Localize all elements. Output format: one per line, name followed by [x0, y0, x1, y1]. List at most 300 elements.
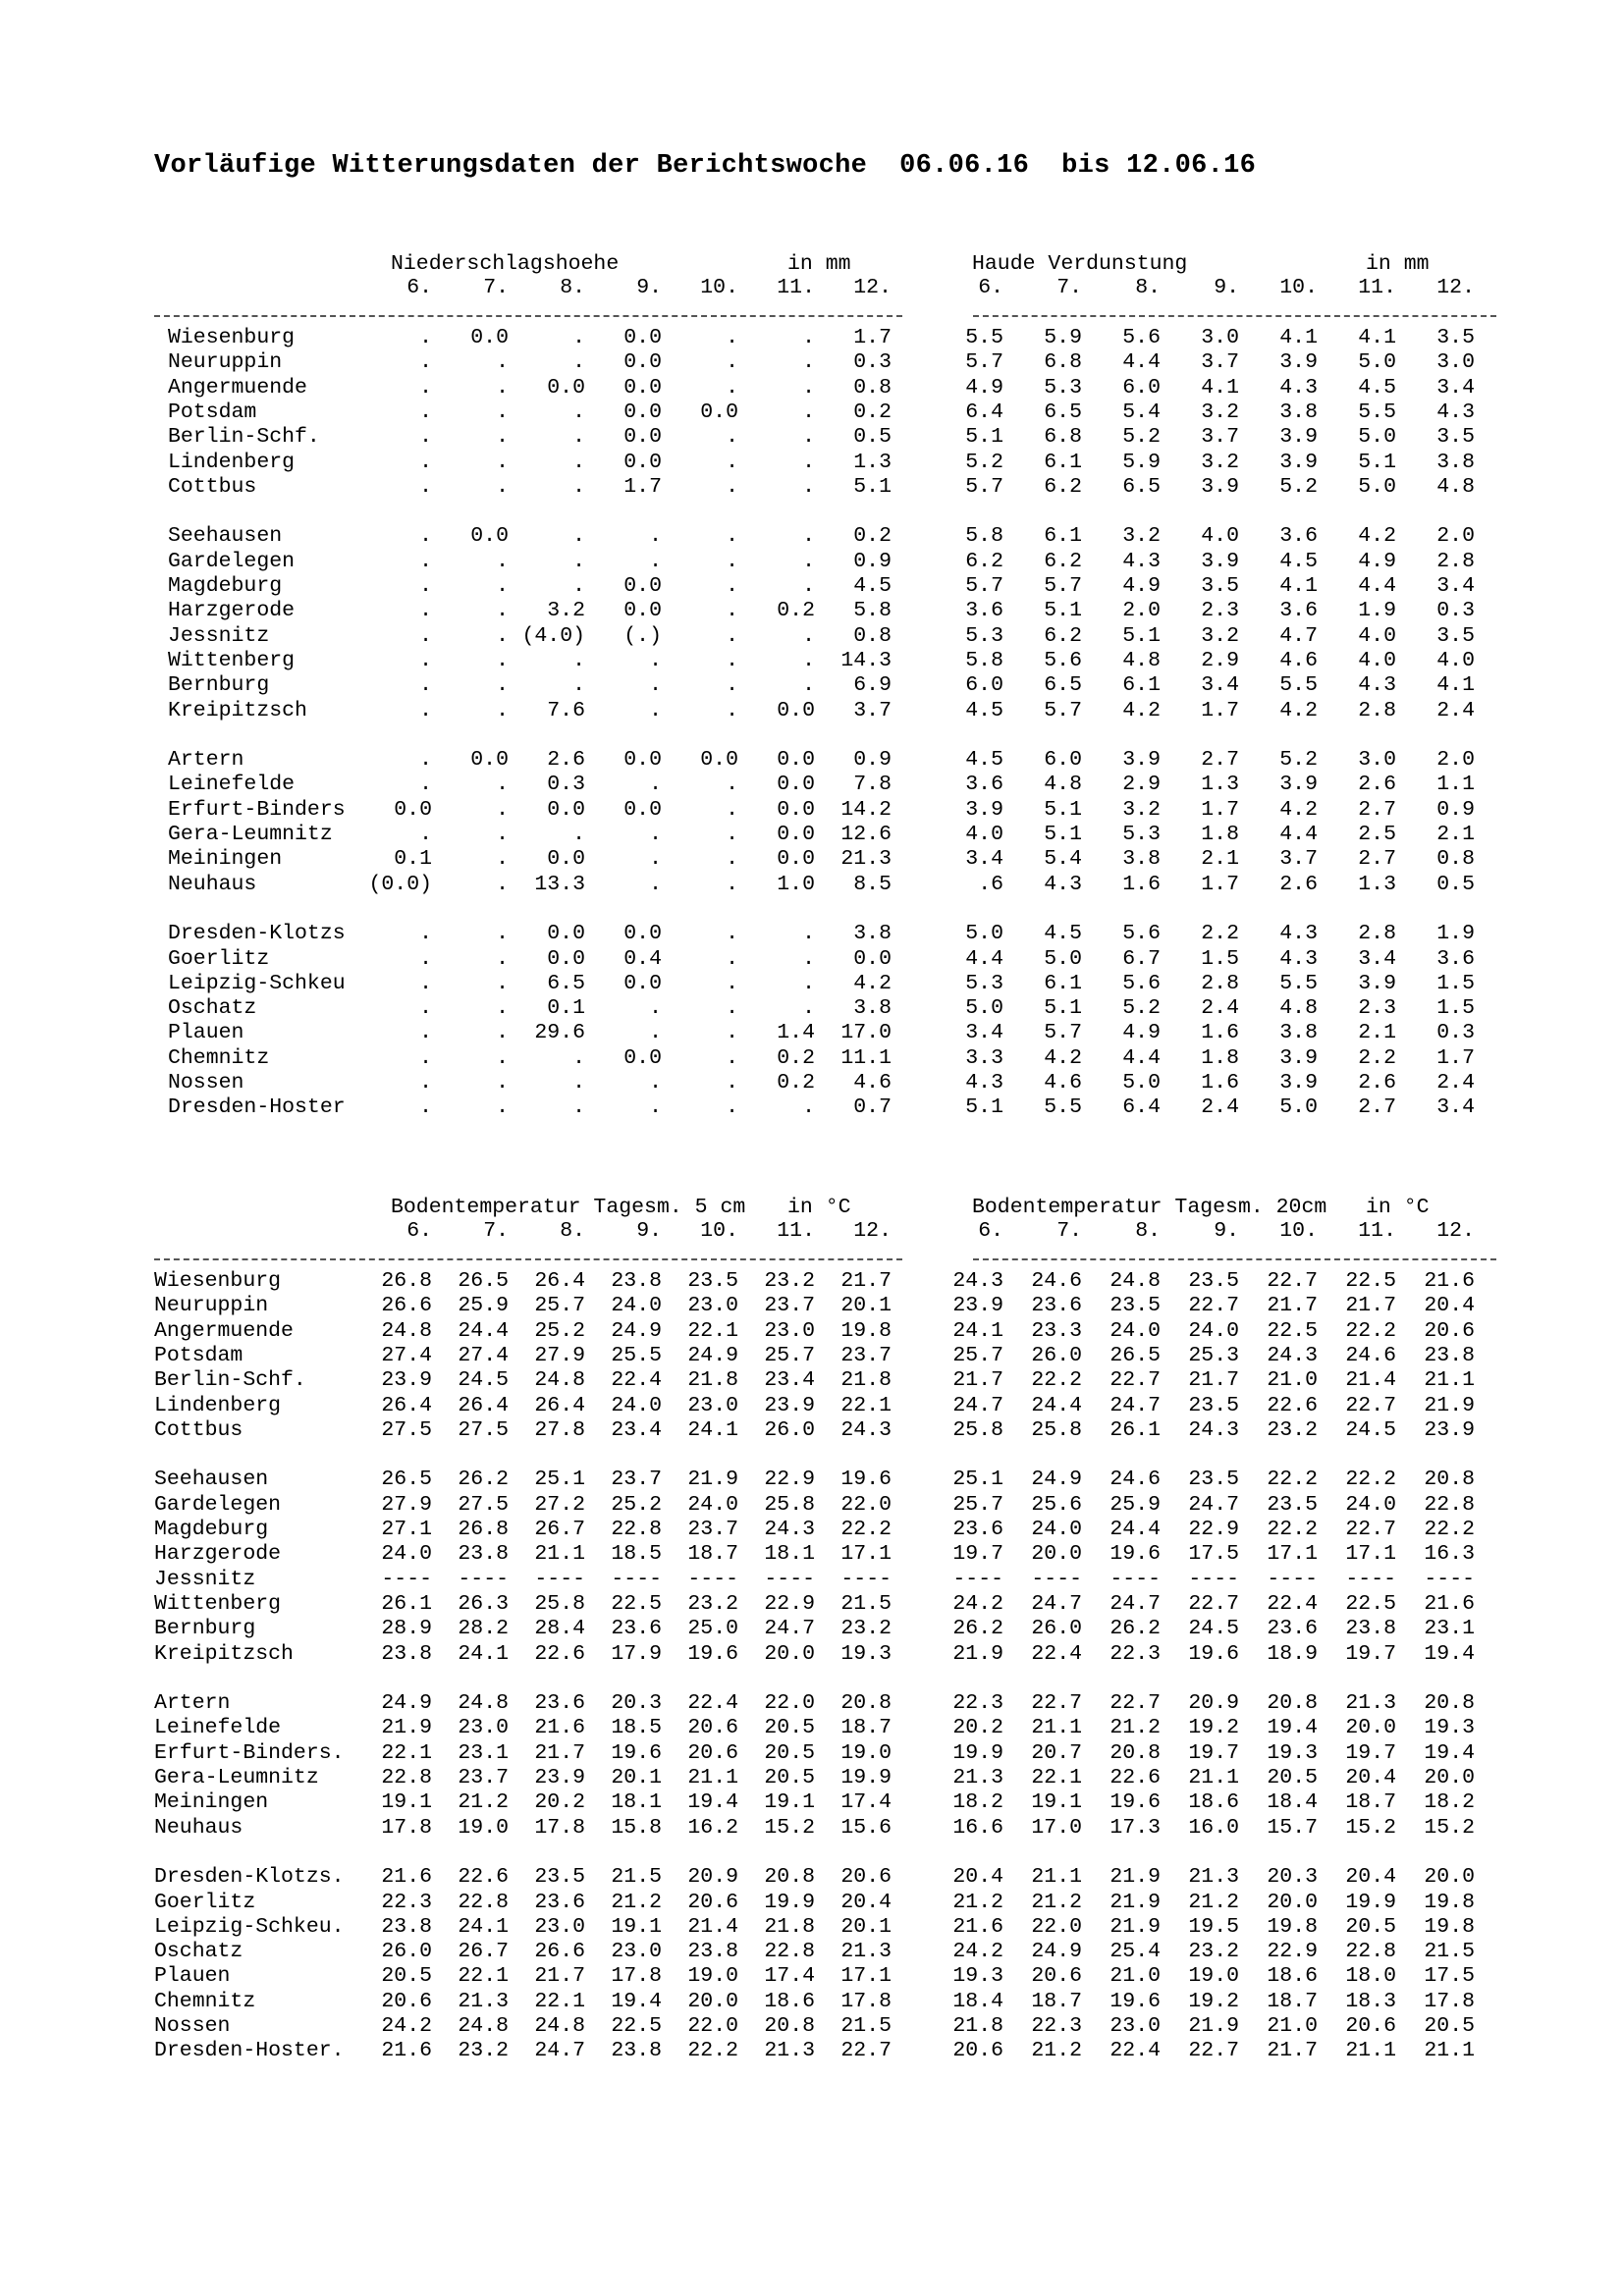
value-cell-right: 21.6 [952, 1914, 1003, 1939]
value-cell-left: 18.1 [764, 1542, 815, 1567]
value-cell-left: 0.1 [394, 847, 432, 872]
value-cell-right: 2.0 [1122, 599, 1161, 623]
value-cell-right: 1.7 [1201, 698, 1239, 722]
value-cell-left: 28.2 [458, 1617, 509, 1641]
value-cell-left: 0.0 [853, 946, 892, 971]
value-cell-left: 22.0 [687, 2014, 738, 2038]
value-cell-left: . [496, 425, 509, 450]
value-cell-right: 4.8 [1122, 648, 1161, 672]
value-cell-right: 5.5 [1358, 400, 1396, 424]
value-cell-left: 20.3 [611, 1691, 662, 1716]
value-cell-right: 2.8 [1358, 922, 1396, 946]
value-cell-left: 18.5 [611, 1542, 662, 1567]
value-cell-right: 18.9 [1267, 1641, 1318, 1666]
value-cell-right: 18.0 [1345, 1964, 1396, 1989]
value-cell-left: 24.8 [381, 1318, 432, 1343]
value-cell-right: 19.6 [1109, 1989, 1161, 2013]
value-cell-right: 5.1 [1358, 450, 1396, 474]
value-cell-left: 21.9 [687, 1468, 738, 1492]
value-cell-left: 3.8 [853, 996, 892, 1021]
station-name: Goerlitz [168, 946, 270, 971]
value-cell-left: 21.3 [840, 1940, 892, 1964]
value-cell-left: 23.7 [611, 1468, 662, 1492]
value-cell-left: 3.8 [853, 922, 892, 946]
value-cell-left: 0.2 [853, 400, 892, 424]
value-cell-left: 17.4 [764, 1964, 815, 1989]
value-cell-right: 26.2 [952, 1617, 1003, 1641]
value-cell-right: 15.7 [1267, 1815, 1318, 1840]
value-cell-right: 2.8 [1201, 971, 1239, 995]
value-cell-right: 22.3 [1031, 2014, 1082, 2038]
value-cell-left: . [726, 574, 738, 598]
value-cell-left: 0.4 [623, 946, 662, 971]
value-cell-right: 19.7 [1345, 1740, 1396, 1765]
value-cell-right: 1.7 [1201, 797, 1239, 822]
value-cell-right: 2.9 [1122, 773, 1161, 797]
day-header-left: 6. [406, 1219, 432, 1243]
day-header-left: 7. [483, 1219, 509, 1243]
station-name: Plauen [154, 1964, 231, 1989]
value-cell-left: 22.0 [764, 1691, 815, 1716]
value-cell-left: 26.4 [458, 1393, 509, 1417]
header-rule-left [154, 315, 902, 317]
value-cell-left: . [726, 971, 738, 995]
day-header-right: 11. [1358, 276, 1396, 299]
value-cell-left: 25.7 [764, 1343, 815, 1367]
station-name: Gardelegen [168, 549, 296, 573]
value-cell-left: 24.9 [687, 1343, 738, 1367]
value-cell-left: 22.5 [611, 2014, 662, 2038]
value-cell-right: 25.7 [952, 1343, 1003, 1367]
value-cell-right: 15.2 [1345, 1815, 1396, 1840]
value-cell-right: 2.4 [1201, 996, 1239, 1021]
value-cell-right: 21.7 [1267, 2039, 1318, 2063]
value-cell-right: 5.5 [1279, 673, 1318, 698]
station-name: Angermuende [168, 375, 307, 400]
value-cell-right: 24.5 [1188, 1617, 1239, 1641]
value-cell-right: 21.6 [1424, 1269, 1475, 1293]
value-cell-right: 6.5 [1044, 673, 1082, 698]
value-cell-left: . [802, 922, 815, 946]
value-cell-left: 17.0 [840, 1021, 892, 1045]
value-cell-left: 0.5 [853, 425, 892, 450]
value-cell-left: 26.7 [534, 1518, 585, 1541]
value-cell-right: 20.5 [1267, 1766, 1318, 1789]
value-cell-left: . [419, 648, 432, 672]
value-cell-left: 0.0 [547, 922, 585, 946]
value-cell-left: 1.7 [853, 326, 892, 349]
value-cell-right: 22.8 [1424, 1492, 1475, 1517]
value-cell-left: . [419, 599, 432, 623]
value-cell-right: 19.8 [1424, 1890, 1475, 1914]
value-cell-right: 21.2 [1031, 2039, 1082, 2063]
value-cell-right: ---- [1267, 1567, 1318, 1591]
value-cell-left: 23.0 [764, 1318, 815, 1343]
value-cell-left: . [419, 574, 432, 598]
value-cell-right: 21.9 [1109, 1865, 1161, 1890]
station-name: Seehausen [154, 1468, 269, 1492]
value-cell-right: 24.8 [1109, 1269, 1161, 1293]
value-cell-right: 17.0 [1031, 1815, 1082, 1840]
value-cell-left: 0.0 [623, 971, 662, 995]
value-cell-right: 19.9 [1345, 1890, 1396, 1914]
value-cell-left: . [496, 648, 509, 672]
value-cell-left: . [496, 400, 509, 424]
value-cell-left: 7.6 [547, 698, 585, 722]
value-cell-right: 23.2 [1188, 1940, 1239, 1964]
value-cell-left: 26.4 [534, 1269, 585, 1293]
value-cell-right: 21.7 [952, 1368, 1003, 1393]
value-cell-left: 5.1 [853, 474, 892, 499]
value-cell-left: ---- [687, 1567, 738, 1591]
value-cell-left: 19.4 [611, 1989, 662, 2013]
value-cell-left: 21.8 [687, 1368, 738, 1393]
value-cell-right: 22.4 [1031, 1641, 1082, 1666]
day-header-right: 7. [1056, 276, 1082, 299]
value-cell-left: . [802, 623, 815, 648]
value-cell-left: . [802, 648, 815, 672]
value-cell-right: 4.7 [1279, 623, 1318, 648]
value-cell-right: 6.1 [1044, 971, 1082, 995]
day-header-left: 10. [700, 1219, 738, 1243]
value-cell-right: 21.1 [1031, 1865, 1082, 1890]
value-cell-left: 15.8 [611, 1815, 662, 1840]
value-cell-left: 0.0 [623, 425, 662, 450]
value-cell-left: 0.2 [777, 599, 815, 623]
station-name: Jessnitz [154, 1567, 256, 1591]
value-cell-right: 5.2 [1122, 996, 1161, 1021]
value-cell-right: 20.2 [952, 1716, 1003, 1740]
value-cell-right: 2.1 [1201, 847, 1239, 872]
value-cell-right: ---- [1188, 1567, 1239, 1591]
station-name: Leipzig-Schkeu. [154, 1914, 345, 1939]
value-cell-left: . [572, 574, 585, 598]
value-cell-right: 3.9 [1201, 549, 1239, 573]
value-cell-left: 0.0 [623, 400, 662, 424]
value-cell-right: 2.7 [1358, 1095, 1396, 1120]
value-cell-right: 4.5 [1279, 549, 1318, 573]
value-cell-right: 4.4 [1122, 350, 1161, 375]
value-cell-right: 0.3 [1436, 1021, 1475, 1045]
value-cell-left: . [649, 648, 662, 672]
value-cell-right: 22.6 [1267, 1393, 1318, 1417]
value-cell-left: . [649, 773, 662, 797]
value-cell-right: 4.6 [1279, 648, 1318, 672]
value-cell-right: 3.9 [1279, 1045, 1318, 1070]
value-cell-left: 19.4 [687, 1790, 738, 1815]
value-cell-right: 23.8 [1424, 1343, 1475, 1367]
value-cell-left: 21.3 [840, 847, 892, 872]
value-cell-right: 23.5 [1267, 1492, 1318, 1517]
value-cell-left: . [802, 350, 815, 375]
value-cell-right: 4.3 [1044, 872, 1082, 896]
value-cell-left: . [419, 823, 432, 846]
value-cell-right: 2.7 [1201, 748, 1239, 773]
value-cell-left: 22.4 [611, 1368, 662, 1393]
value-cell-left: . [419, 748, 432, 773]
value-cell-left: . [572, 400, 585, 424]
value-cell-left: 24.0 [611, 1393, 662, 1417]
value-cell-right: 23.9 [952, 1294, 1003, 1318]
value-cell-left: 0.7 [853, 1095, 892, 1120]
value-cell-right: 0.5 [1436, 872, 1475, 896]
value-cell-right: 5.4 [1122, 400, 1161, 424]
value-cell-left: 0.0 [547, 375, 585, 400]
value-cell-left: . [419, 450, 432, 474]
value-cell-right: 5.1 [965, 425, 1003, 450]
value-cell-right: 21.7 [1345, 1294, 1396, 1318]
station-name: Cottbus [168, 474, 257, 499]
value-cell-right: 3.5 [1436, 623, 1475, 648]
value-cell-right: 22.5 [1345, 1269, 1396, 1293]
value-cell-right: 20.4 [1424, 1294, 1475, 1318]
value-cell-left: 3.7 [853, 698, 892, 722]
value-cell-left: 19.3 [840, 1641, 892, 1666]
value-cell-right: 5.1 [1044, 797, 1082, 822]
value-cell-right: 4.5 [1044, 922, 1082, 946]
value-cell-right: 5.9 [1044, 326, 1082, 349]
value-cell-right: 3.8 [1279, 1021, 1318, 1045]
value-cell-right: 24.0 [1188, 1318, 1239, 1343]
soil-5cm-unit: in °C [787, 1196, 851, 1219]
value-cell-right: 5.0 [965, 922, 1003, 946]
value-cell-left: 20.8 [764, 2014, 815, 2038]
value-cell-left: 14.3 [840, 648, 892, 672]
value-cell-left: . [649, 1071, 662, 1095]
value-cell-left: 19.9 [764, 1890, 815, 1914]
value-cell-right: 0.8 [1436, 847, 1475, 872]
value-cell-left: 24.1 [687, 1417, 738, 1442]
day-header-left: 6. [406, 276, 432, 299]
value-cell-left: 24.8 [534, 1368, 585, 1393]
value-cell-right: 21.2 [952, 1890, 1003, 1914]
value-cell-left: . [726, 847, 738, 872]
value-cell-right: 4.3 [1122, 549, 1161, 573]
value-cell-left: 22.8 [611, 1518, 662, 1541]
value-cell-left: 28.9 [381, 1617, 432, 1641]
value-cell-right: 3.2 [1122, 524, 1161, 549]
station-name: Nossen [168, 1071, 244, 1095]
value-cell-right: 22.5 [1345, 1591, 1396, 1616]
value-cell-right: 3.7 [1201, 350, 1239, 375]
value-cell-right: 20.0 [1267, 1890, 1318, 1914]
value-cell-right: 21.9 [1109, 1890, 1161, 1914]
value-cell-right: ---- [952, 1567, 1003, 1591]
value-cell-right: 22.3 [1109, 1641, 1161, 1666]
value-cell-right: 21.4 [1345, 1368, 1396, 1393]
value-cell-left: 0.0 [623, 599, 662, 623]
value-cell-right: 2.8 [1358, 698, 1396, 722]
value-cell-right: 24.6 [1345, 1343, 1396, 1367]
value-cell-right: 19.3 [1424, 1716, 1475, 1740]
value-cell-right: 5.7 [965, 474, 1003, 499]
value-cell-left: 21.2 [611, 1890, 662, 1914]
value-cell-right: 1.9 [1358, 599, 1396, 623]
value-cell-left: 22.8 [458, 1890, 509, 1914]
value-cell-right: 19.8 [1424, 1914, 1475, 1939]
value-cell-right: 3.3 [965, 1045, 1003, 1070]
value-cell-left: 0.0 [547, 797, 585, 822]
value-cell-right: 25.4 [1109, 1940, 1161, 1964]
value-cell-left: . [726, 946, 738, 971]
value-cell-left: . [496, 797, 509, 822]
day-header-left: 8. [560, 276, 585, 299]
station-name: Angermuende [154, 1318, 294, 1343]
value-cell-left: ---- [764, 1567, 815, 1591]
value-cell-right: 5.6 [1122, 922, 1161, 946]
value-cell-right: 2.5 [1358, 823, 1396, 846]
value-cell-right: 3.2 [1201, 400, 1239, 424]
value-cell-left: . [726, 425, 738, 450]
value-cell-left: 23.8 [458, 1542, 509, 1567]
value-cell-left: 20.0 [687, 1989, 738, 2013]
station-name: Gera-Leumnitz [168, 823, 333, 846]
value-cell-left: 23.2 [687, 1591, 738, 1616]
value-cell-right: 22.6 [1109, 1766, 1161, 1789]
value-cell-right: 1.8 [1201, 823, 1239, 846]
value-cell-left: 25.7 [534, 1294, 585, 1318]
value-cell-right: 2.2 [1201, 922, 1239, 946]
value-cell-right: 3.0 [1358, 748, 1396, 773]
value-cell-right: 5.0 [965, 996, 1003, 1021]
value-cell-left: 0.3 [547, 773, 585, 797]
value-cell-left: (.) [623, 623, 662, 648]
value-cell-left: 26.8 [458, 1518, 509, 1541]
station-name: Neuruppin [154, 1294, 269, 1318]
value-cell-left: . [496, 574, 509, 598]
value-cell-right: 5.0 [1044, 946, 1082, 971]
value-cell-right: 4.9 [1122, 1021, 1161, 1045]
station-name: Leinefelde [168, 773, 296, 797]
value-cell-right: 25.8 [1031, 1417, 1082, 1442]
value-cell-right: 24.3 [952, 1269, 1003, 1293]
value-cell-right: 21.1 [1345, 2039, 1396, 2063]
value-cell-left: . [572, 350, 585, 375]
value-cell-left: 22.1 [687, 1318, 738, 1343]
value-cell-left: 0.0 [623, 375, 662, 400]
value-cell-right: 6.1 [1044, 524, 1082, 549]
value-cell-right: 3.4 [965, 1021, 1003, 1045]
value-cell-left: . [726, 773, 738, 797]
value-cell-right: 25.6 [1031, 1492, 1082, 1517]
day-header-right: 6. [978, 1219, 1003, 1243]
value-cell-left: 24.9 [381, 1691, 432, 1716]
value-cell-left: . [419, 946, 432, 971]
value-cell-right: 16.6 [952, 1815, 1003, 1840]
station-name: Artern [154, 1691, 231, 1716]
day-header-left: 9. [636, 276, 662, 299]
value-cell-left: 24.0 [611, 1294, 662, 1318]
value-cell-left: 19.6 [687, 1641, 738, 1666]
value-cell-left: . [496, 996, 509, 1021]
value-cell-right: 4.2 [1358, 524, 1396, 549]
value-cell-left: . [726, 872, 738, 896]
evaporation-title: Haude Verdunstung [972, 252, 1188, 276]
value-cell-right: 1.8 [1201, 1045, 1239, 1070]
value-cell-left: 18.5 [611, 1716, 662, 1740]
value-cell-left: . [419, 623, 432, 648]
value-cell-left: 17.4 [840, 1790, 892, 1815]
value-cell-right: 23.5 [1109, 1294, 1161, 1318]
value-cell-left: 18.6 [764, 1989, 815, 2013]
value-cell-right: 6.8 [1044, 425, 1082, 450]
value-cell-right: 22.1 [1031, 1766, 1082, 1789]
value-cell-left: 23.8 [381, 1914, 432, 1939]
value-cell-left: . [572, 648, 585, 672]
value-cell-left: 19.1 [381, 1790, 432, 1815]
value-cell-left: 22.0 [840, 1492, 892, 1517]
value-cell-left: 6.9 [853, 673, 892, 698]
value-cell-right: 5.0 [1358, 350, 1396, 375]
value-cell-right: 19.2 [1188, 1716, 1239, 1740]
value-cell-right: 4.8 [1279, 996, 1318, 1021]
value-cell-right: 4.2 [1122, 698, 1161, 722]
value-cell-right: 22.4 [1109, 2039, 1161, 2063]
value-cell-left: 13.3 [534, 872, 585, 896]
value-cell-right: 22.7 [1188, 1294, 1239, 1318]
station-name: Meiningen [168, 847, 283, 872]
value-cell-right: 3.8 [1122, 847, 1161, 872]
value-cell-right: 5.1 [1044, 823, 1082, 846]
value-cell-right: 5.7 [1044, 698, 1082, 722]
value-cell-right: 23.2 [1267, 1417, 1318, 1442]
value-cell-left: . [802, 1095, 815, 1120]
value-cell-left: 19.6 [840, 1468, 892, 1492]
value-cell-left: 23.0 [611, 1940, 662, 1964]
station-name: Neuhaus [154, 1815, 243, 1840]
value-cell-left: 24.0 [687, 1492, 738, 1517]
value-cell-right: 3.4 [1358, 946, 1396, 971]
value-cell-left: 1.4 [777, 1021, 815, 1045]
value-cell-left: 21.6 [381, 2039, 432, 2063]
station-name: Berlin-Schf. [168, 425, 320, 450]
value-cell-right: 22.7 [1188, 1591, 1239, 1616]
value-cell-left: 20.1 [611, 1766, 662, 1789]
value-cell-left: . [726, 375, 738, 400]
value-cell-left: 26.2 [458, 1468, 509, 1492]
value-cell-right: 18.6 [1188, 1790, 1239, 1815]
value-cell-right: 5.7 [1044, 574, 1082, 598]
station-name: Potsdam [168, 400, 257, 424]
station-name: Leinefelde [154, 1716, 282, 1740]
value-cell-right: 19.3 [1267, 1740, 1318, 1765]
value-cell-left: 23.2 [764, 1269, 815, 1293]
value-cell-left: . [649, 698, 662, 722]
value-cell-left: 22.2 [687, 2039, 738, 2063]
value-cell-right: 24.1 [952, 1318, 1003, 1343]
value-cell-left: 18.1 [611, 1790, 662, 1815]
value-cell-right: 20.5 [1424, 2014, 1475, 2038]
value-cell-left: 19.6 [611, 1740, 662, 1765]
value-cell-left: 27.2 [534, 1492, 585, 1517]
station-name: Magdeburg [168, 574, 283, 598]
value-cell-right: 5.6 [1044, 648, 1082, 672]
value-cell-right: 23.5 [1188, 1468, 1239, 1492]
value-cell-right: 19.7 [952, 1542, 1003, 1567]
value-cell-left: . [726, 673, 738, 698]
value-cell-right: 1.6 [1122, 872, 1161, 896]
value-cell-left: 22.8 [381, 1766, 432, 1789]
day-header-left: 12. [853, 276, 892, 299]
value-cell-left: . [726, 698, 738, 722]
value-cell-right: 3.0 [1201, 326, 1239, 349]
value-cell-left: 23.8 [381, 1641, 432, 1666]
value-cell-right: 23.9 [1424, 1417, 1475, 1442]
value-cell-left: 17.8 [534, 1815, 585, 1840]
value-cell-right: 23.6 [1267, 1617, 1318, 1641]
day-header-left: 9. [636, 1219, 662, 1243]
value-cell-left: . [496, 971, 509, 995]
